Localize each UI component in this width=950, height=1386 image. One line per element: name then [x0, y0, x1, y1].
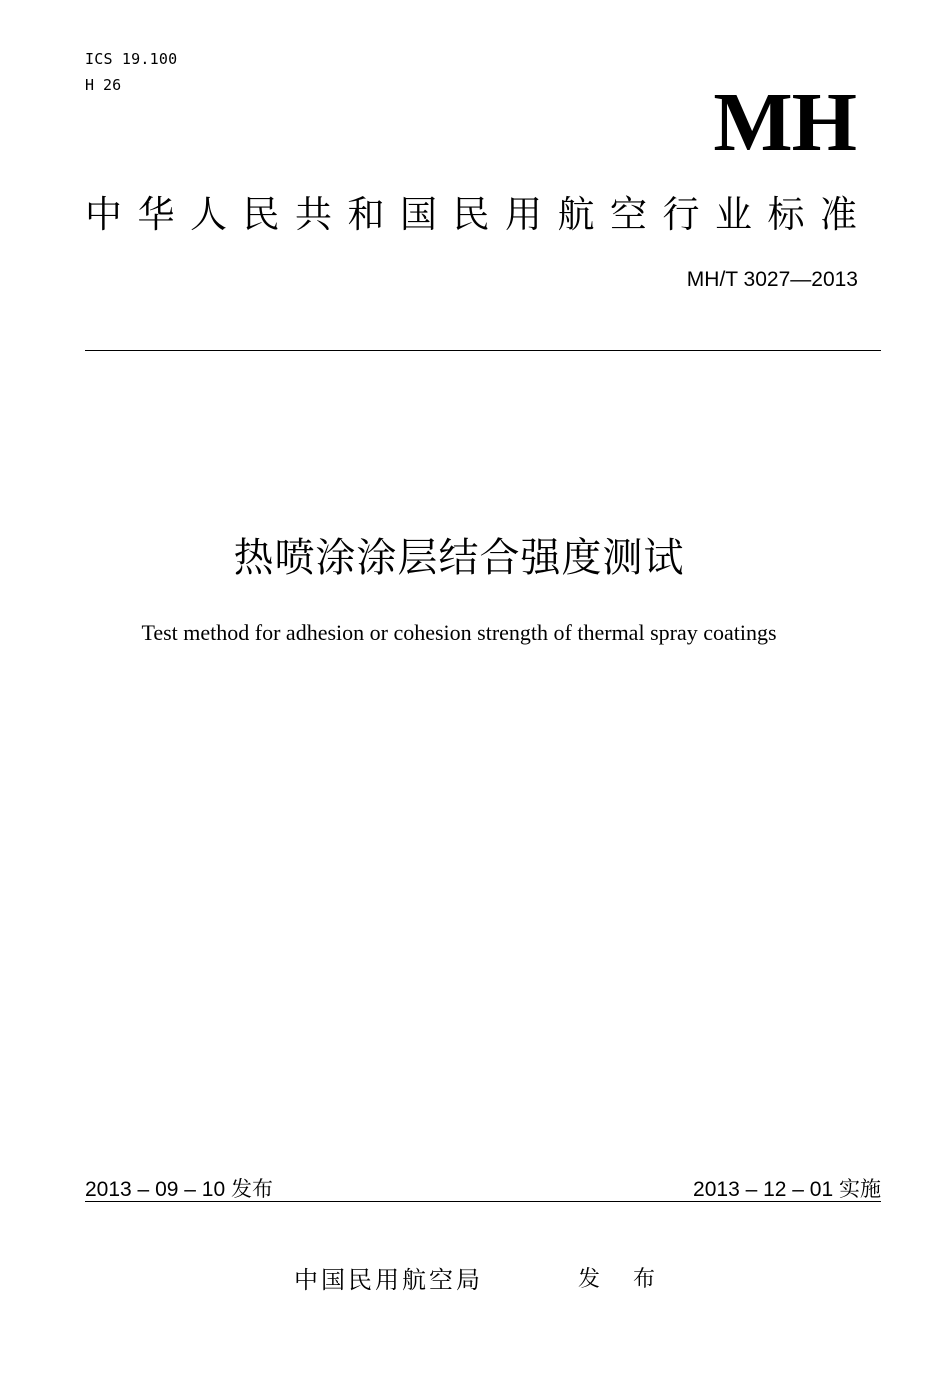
publish-label: 发 布	[578, 1267, 668, 1292]
title-chinese: 热喷涂涂层结合强度测试	[233, 535, 685, 581]
implementation-date: 2013 – 12 – 01 实施	[693, 1178, 881, 1201]
standard-number: MH/T 3027—2013	[686, 268, 858, 291]
ccs-code: H 26	[85, 76, 122, 94]
ics-code: ICS 19.100	[85, 50, 178, 68]
issue-date: 2013 – 09 – 10 发布	[85, 1178, 273, 1201]
bottom-divider	[85, 1201, 881, 1202]
title-english: Test method for adhesion or cohesion strength of thermal spray coatings	[141, 620, 777, 645]
standard-type-heading: 中华人民共和国民用航空行业标准	[85, 193, 873, 236]
standard-logo: MH	[713, 76, 856, 169]
top-divider	[85, 350, 881, 351]
publisher-name: 中国民用航空局	[294, 1266, 483, 1294]
